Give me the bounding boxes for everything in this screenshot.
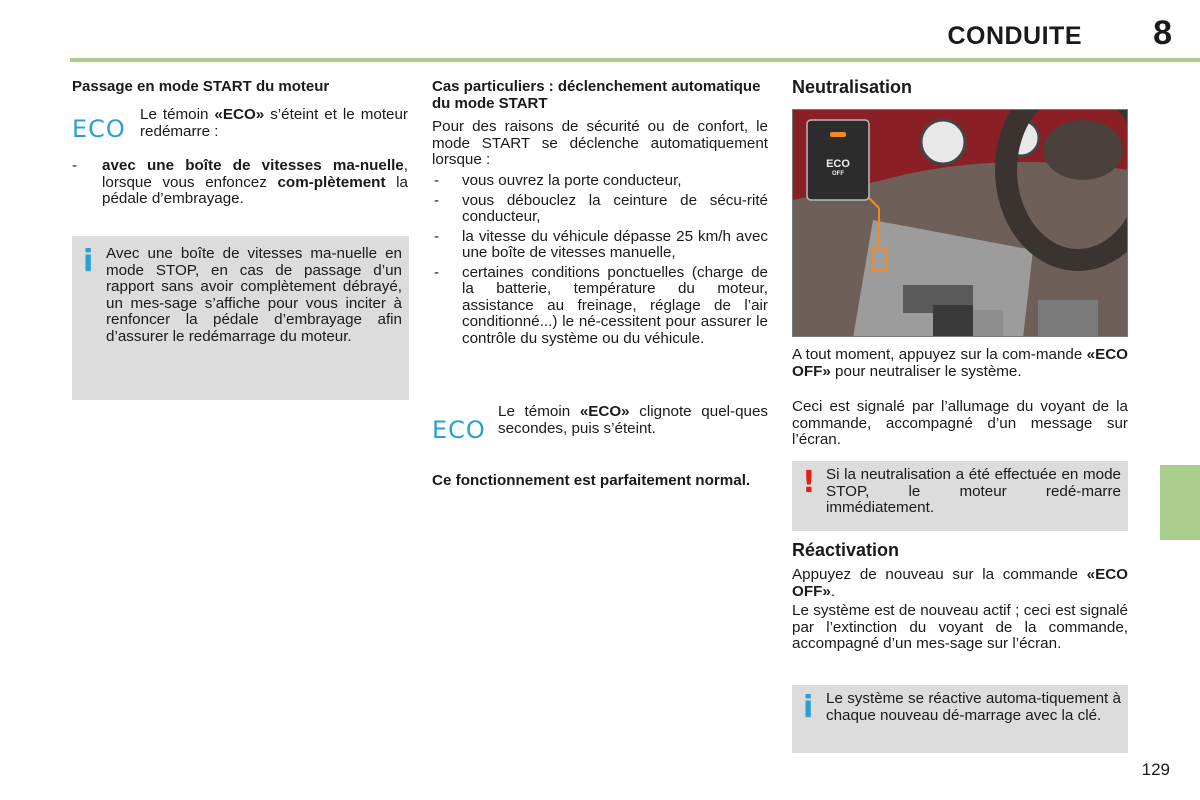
info-icon: i (803, 690, 814, 725)
col1-eco-text: Le témoin «ECO» s’éteint et le moteur redémarre : (140, 106, 408, 140)
chapter-side-tab (1160, 465, 1200, 540)
chapter-title: CONDUITE (947, 22, 1082, 50)
col1-bullet: - avec une boîte de vitesses ma-nuelle, lorsque vous enfoncez com-plètement la pédale d’embrayage. (72, 157, 408, 207)
col2-eco-text: Le témoin «ECO» clignote quel-ques secondes, puis s’éteint. (498, 403, 768, 437)
list-item: - vous ouvrez la porte conducteur, (432, 173, 768, 190)
chapter-number: 8 (1153, 14, 1172, 52)
list-item: - certaines conditions ponctuelles (charge de la batterie, température du moteur, assistance au freinage, réglage de l’air conditionné...) le né-cessitent pour assurer le contrôle du système ou du véhicule. (432, 265, 768, 348)
info-icon: i (83, 244, 94, 279)
list-item: - vous débouclez la ceinture de sécu-rité conducteur, (432, 193, 768, 226)
reactivation-heading: Réactivation (792, 540, 900, 560)
neutralisation-heading: Neutralisation (792, 77, 913, 97)
warning-icon: ! (802, 465, 816, 500)
col1-info-box (72, 236, 409, 400)
col3-warning-box (792, 461, 1128, 531)
col3-para4: Le système est de nouveau actif ; ceci est signalé par l’extinction du voyant de la commande, accompagné d’un mes-sage sur l’écran. (792, 602, 1128, 652)
col2-normal-note: Ce fonctionnement est parfaitement normal. (432, 472, 751, 489)
col3-warning-text: Si la neutralisation a été effectuée en mode STOP, le moteur redé-marre immédiatement. (826, 466, 1121, 516)
list-item: - la vitesse du véhicule dépasse 25 km/h avec une boîte de vitesses manuelle, (432, 229, 768, 262)
header-rule (70, 58, 1200, 62)
col1-info-text: Avec une boîte de vitesses ma-nuelle en mode STOP, en cas de passage d’un rapport sans avoir complètement débrayé, un mes-sage s’affiche pour vous inciter à renfoncer la pédale d’embrayage afin d’assurer le redémarrage du moteur. (106, 245, 402, 345)
col1-heading: Passage en mode START du moteur (72, 78, 330, 95)
col3-para1: A tout moment, appuyez sur la com-mande «ECO OFF» pour neutraliser le système. (792, 346, 1128, 380)
eco-off-button: ECO OFF (826, 158, 850, 177)
page-number: 129 (1141, 760, 1170, 779)
eco-lamp-icon: ECO (432, 416, 486, 444)
col3-info-box (792, 685, 1128, 753)
col3-para2: Ceci est signalé par l’allumage du voyant de la commande, accompagné d’un message sur l’écran. (792, 398, 1128, 448)
col2-list (432, 173, 768, 347)
col2-intro: Pour des raisons de sécurité ou de confort, le mode START se déclenche automatiquement lorsque : (432, 118, 768, 168)
dashboard-illustration (793, 110, 1128, 337)
col2-heading: Cas particuliers : déclenchement automatique du mode START (432, 78, 761, 112)
col3-para3: Appuyez de nouveau sur la commande «ECO OFF». (792, 566, 1128, 600)
dashboard-photo (792, 109, 1128, 337)
eco-lamp-icon: ECO (72, 115, 126, 143)
col3-info-text: Le système se réactive automa-tiquement à chaque nouveau dé-marrage avec la clé. (826, 690, 1121, 724)
